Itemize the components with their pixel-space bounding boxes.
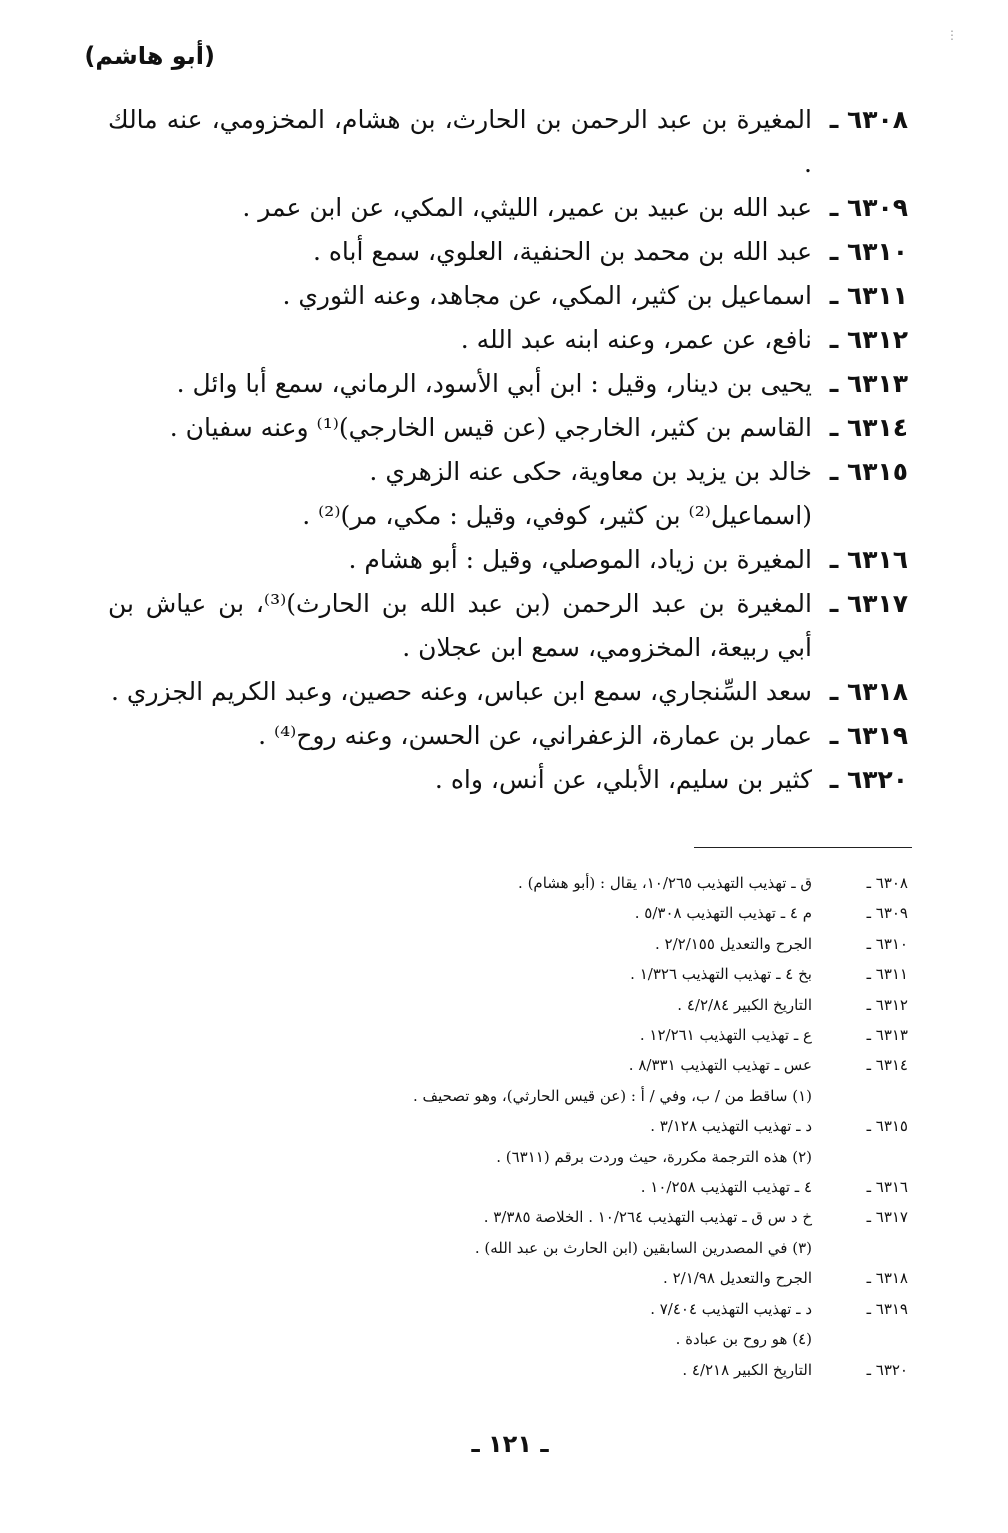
entries-list bbox=[108, 98, 908, 802]
footnote-6320 bbox=[208, 1355, 908, 1385]
entry-6314 bbox=[108, 406, 908, 450]
footnote-6313 bbox=[208, 1020, 908, 1050]
entry-6308 bbox=[108, 98, 908, 186]
running-header: (أبو هاشم) bbox=[84, 42, 215, 70]
footnote-6316 bbox=[208, 1172, 908, 1202]
footnote-6310 bbox=[208, 929, 908, 959]
footnote-number: ٦٣١٥ ـ bbox=[866, 1117, 908, 1136]
page-number: ـ ١٢١ ـ bbox=[471, 1430, 549, 1458]
footnote-text: التاريخ الكبير ٤/٢١٨ . bbox=[682, 1360, 812, 1379]
entry-text: كثير بن سليم، الأبلي، عن أنس، واه . bbox=[434, 765, 812, 794]
footnote-note-4: (٤) هو روح بن عبادة . bbox=[675, 1330, 812, 1349]
entry-number: ٦٣١٠ ـ bbox=[829, 237, 908, 266]
footnote-number: ٦٣١٩ ـ bbox=[866, 1299, 908, 1318]
entry-6312 bbox=[108, 318, 908, 362]
footnote-number: ٦٣٠٩ ـ bbox=[866, 904, 908, 923]
entry-text: المغيرة بن عبد الرحمن بن الحارث، بن هشام، المخزومي، عنه مالك . bbox=[108, 105, 812, 178]
entry-text: المغيرة بن زياد، الموصلي، وقيل : أبو هشام . bbox=[348, 545, 812, 574]
footnote-6309 bbox=[208, 898, 908, 928]
entry-6319 bbox=[108, 714, 908, 758]
entry-6311 bbox=[108, 274, 908, 318]
entry-6310 bbox=[108, 230, 908, 274]
footnote-text: عس ـ تهذيب التهذيب ٨/٣٣١ . bbox=[628, 1056, 812, 1075]
entry-text: اسماعيل بن كثير، المكي، عن مجاهد، وعنه الثوري . bbox=[282, 281, 812, 310]
entry-number: ٦٣٠٨ ـ bbox=[829, 105, 908, 134]
footnote-6317 bbox=[208, 1202, 908, 1232]
entry-number: ٦٣٢٠ ـ bbox=[829, 765, 908, 794]
footnote-6314 bbox=[208, 1050, 908, 1080]
entry-6317 bbox=[108, 582, 908, 670]
entry-6316 bbox=[108, 538, 908, 582]
entry-6320 bbox=[108, 758, 908, 802]
entry-text: خالد بن يزيد بن معاوية، حكى عنه الزهري . bbox=[369, 457, 812, 486]
entry-number: ٦٣١٢ ـ bbox=[829, 325, 908, 354]
entry-text: عبد الله بن محمد بن الحنفية، العلوي، سمع أباه . bbox=[312, 237, 812, 266]
footnotes bbox=[208, 868, 908, 1385]
entry-text: عبد الله بن عبيد بن عمير، الليثي، المكي، عن ابن عمر . bbox=[242, 193, 812, 222]
entry-6313 bbox=[108, 362, 908, 406]
footnote-number: ٦٣٢٠ ـ bbox=[866, 1360, 908, 1379]
footnote-text: ٤ ـ تهذيب التهذيب ١٠/٢٥٨ . bbox=[640, 1178, 812, 1197]
entry-6315 bbox=[108, 450, 908, 494]
entry-number: ٦٣١٣ ـ bbox=[829, 369, 908, 398]
footnote-6311 bbox=[208, 959, 908, 989]
entry-text: المغيرة بن عبد الرحمن (بن عبد الله بن الحارث)⁽³⁾، بن عياش بن أبي ربيعة، المخزومي، سمع ابن عجلان . bbox=[108, 589, 812, 662]
footnote-number: ٦٣١٨ ـ bbox=[866, 1269, 908, 1288]
footnote-number: ٦٣١٠ ـ bbox=[866, 934, 908, 953]
entry-number: ٦٣١٧ ـ bbox=[829, 589, 908, 618]
entry-number: ٦٣١٥ ـ bbox=[829, 457, 908, 486]
footnote-text: الجرح والتعديل ٢/٢/١٥٥ . bbox=[654, 934, 812, 953]
footnote-number: ٦٣١٦ ـ bbox=[866, 1178, 908, 1197]
footnote-text: م ٤ ـ تهذيب التهذيب ٥/٣٠٨ . bbox=[634, 904, 812, 923]
footnote-number: ٦٣١٧ ـ bbox=[866, 1208, 908, 1227]
footnote-note-2: (٢) هذه الترجمة مكررة، حيث وردت برقم (٦٣١١) . bbox=[496, 1147, 812, 1166]
footnote-text: ق ـ تهذيب التهذيب ١٠/٢٦٥، يقال : (أبو هشام) . bbox=[518, 874, 812, 892]
footnote-text: د ـ تهذيب التهذيب ٧/٤٠٤ . bbox=[650, 1299, 812, 1318]
footnote-number: ٦٣١٤ ـ bbox=[866, 1056, 908, 1075]
footnote-number: ٦٣١١ ـ bbox=[866, 965, 908, 984]
entry-6309 bbox=[108, 186, 908, 230]
footnote-text: ع ـ تهذيب التهذيب ١٢/٢٦١ . bbox=[639, 1026, 812, 1045]
footnote-6315 bbox=[208, 1111, 908, 1141]
entry-number: ٦٣١٤ ـ bbox=[829, 413, 908, 442]
entry-text: القاسم بن كثير، الخارجي (عن قيس الخارجي)⁽¹⁾ وعنه سفيان . bbox=[169, 413, 812, 442]
footnote-divider bbox=[694, 847, 912, 848]
footnote-number: ٦٣١٢ ـ bbox=[866, 995, 908, 1014]
entry-text: يحيى بن دينار، وقيل : ابن أبي الأسود، الرماني، سمع أبا وائل . bbox=[176, 369, 812, 398]
footnote-note-1: (١) ساقط من / ب، وفي / أ : (عن قيس الحارثي)، وهو تصحيف . bbox=[413, 1086, 812, 1105]
entry-number: ٦٣١٦ ـ bbox=[829, 545, 908, 574]
footnote-text: د ـ تهذيب التهذيب ٣/١٢٨ . bbox=[650, 1117, 812, 1136]
entry-text: سعد السِّنجاري، سمع ابن عباس، وعنه حصين، وعبد الكريم الجزري . bbox=[111, 677, 812, 706]
footnote-text: خ د س ق ـ تهذيب التهذيب ١٠/٢٦٤ . الخلاصة ٣/٣٨٥ . bbox=[483, 1208, 812, 1227]
entry-number: ٦٣١٨ ـ bbox=[829, 677, 908, 706]
entry-number: ٦٣١١ ـ bbox=[829, 281, 908, 310]
entry-number: ٦٣١٩ ـ bbox=[829, 721, 908, 750]
entry-number: ٦٣٠٩ ـ bbox=[829, 193, 908, 222]
footnote-text: التاريخ الكبير ٤/٢/٨٤ . bbox=[677, 995, 812, 1014]
footnote-6308 bbox=[208, 868, 908, 898]
footnote-text: بخ ٤ ـ تهذيب التهذيب ١/٣٢٦ . bbox=[630, 965, 812, 984]
footnote-note-3: (٣) في المصدرين السابقين (ابن الحارث بن عبد الله) . bbox=[474, 1238, 812, 1257]
footnote-text: الجرح والتعديل ٢/١/٩٨ . bbox=[663, 1269, 812, 1288]
footnote-number: ٦٣٠٨ ـ bbox=[866, 874, 908, 892]
entry-text: نافع، عن عمر، وعنه ابنه عبد الله . bbox=[460, 325, 812, 354]
entry-6318 bbox=[108, 670, 908, 714]
entry-note: (اسماعيل⁽²⁾ بن كثير، كوفي، وقيل : مكي، مر)⁽²⁾ . bbox=[302, 501, 812, 530]
entry-text: عمار بن عمارة، الزعفراني، عن الحسن، وعنه روح⁽⁴⁾ . bbox=[258, 721, 812, 750]
footnote-number: ٦٣١٣ ـ bbox=[866, 1026, 908, 1045]
corner-mark: ⋮ bbox=[946, 28, 958, 42]
footnote-6312 bbox=[208, 990, 908, 1020]
footnote-6319 bbox=[208, 1294, 908, 1324]
footnote-6318 bbox=[208, 1263, 908, 1293]
